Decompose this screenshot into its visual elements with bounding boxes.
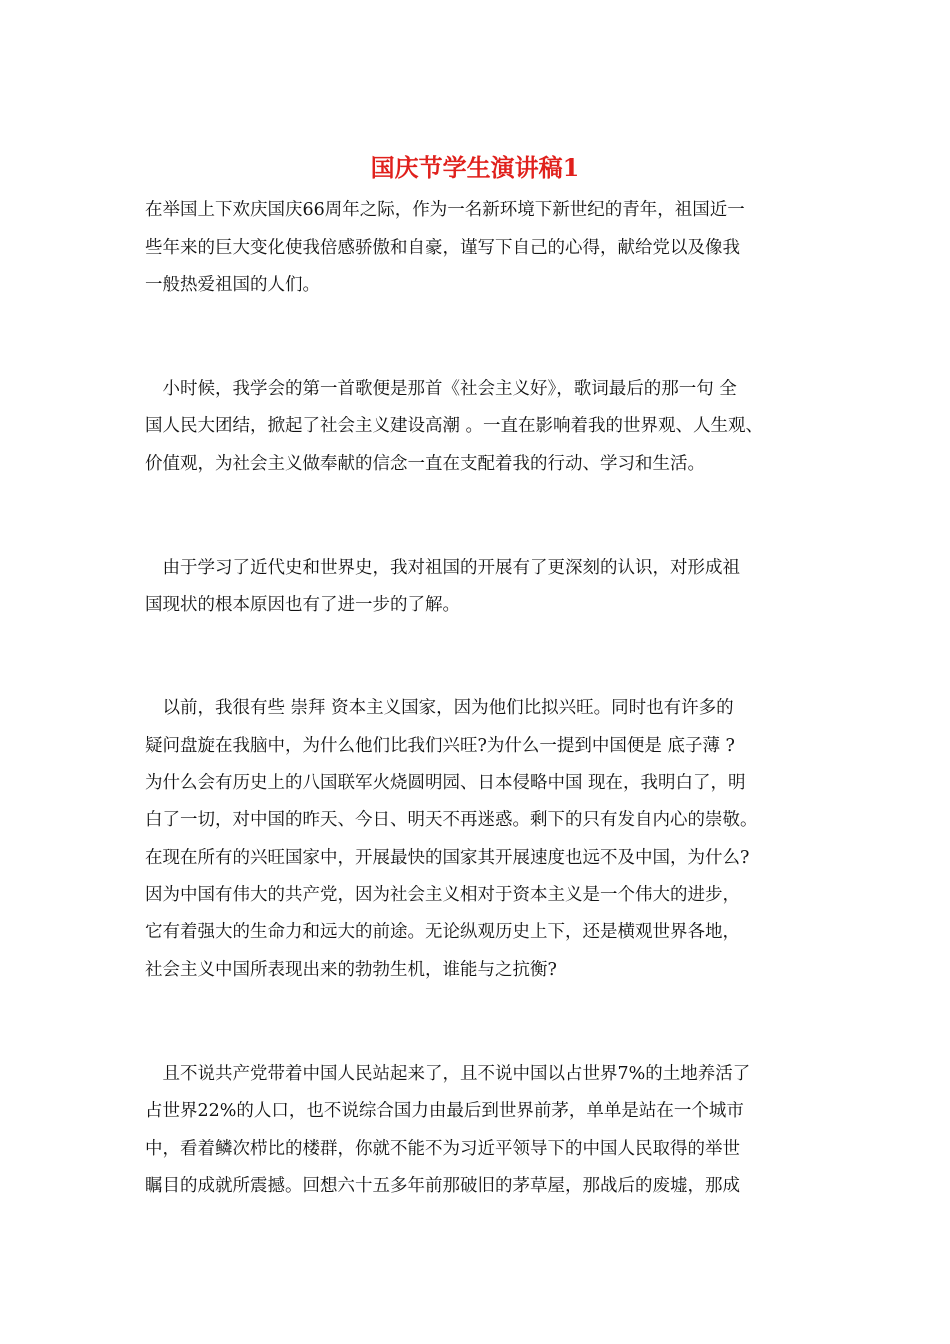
- paragraph-3-line-2: 国现状的根本原因也有了进一步的了解。: [145, 595, 460, 615]
- paragraph-2-line-1: 小时候，我学会的第一首歌便是那首《社会主义好》，歌词最后的那一句 全: [145, 379, 737, 399]
- paragraph-4-line-1: 以前，我很有些 崇拜 资本主义国家，因为他们比拟兴旺。同时也有许多的: [145, 698, 734, 718]
- paragraph-4-line-3: 为什么会有历史上的八国联军火烧圆明园、日本侵略中国 现在，我明白了，明: [145, 773, 746, 793]
- paragraph-2-line-2: 国人民大团结，掀起了社会主义建设高潮 。一直在影响着我的世界观、人生观、: [145, 416, 764, 436]
- document-title: 国庆节学生演讲稿1: [370, 153, 580, 182]
- paragraph-5-line-4: 瞩目的成就所震撼。回想六十五多年前那破旧的茅草屋，那战后的废墟，那成: [145, 1176, 740, 1196]
- paragraph-3-line-1: 由于学习了近代史和世界史，我对祖国的开展有了更深刻的认识，对形成祖: [145, 558, 740, 578]
- paragraph-1-line-2: 些年来的巨大变化使我倍感骄傲和自豪，谨写下自己的心得，献给党以及像我: [145, 238, 740, 258]
- paragraph-4-line-4: 白了一切，对中国的昨天、今日、明天不再迷惑。剩下的只有发自内心的崇敬。: [145, 810, 758, 830]
- paragraph-4-line-7: 它有着强大的生命力和远大的前途。无论纵观历史上下，还是横观世界各地，: [145, 922, 740, 942]
- paragraph-5-line-3: 中，看着鳞次栉比的楼群，你就不能不为习近平领导下的中国人民取得的举世: [145, 1139, 740, 1159]
- paragraph-4-line-6: 因为中国有伟大的共产党，因为社会主义相对于资本主义是一个伟大的进步，: [145, 885, 740, 905]
- paragraph-1-line-1: 在举国上下欢庆国庆66周年之际，作为一名新环境下新世纪的青年，祖国近一: [145, 200, 745, 220]
- paragraph-5-line-2: 占世界22%的人口，也不说综合国力由最后到世界前茅，单单是站在一个城市: [145, 1101, 744, 1121]
- paragraph-5-line-1: 且不说共产党带着中国人民站起来了，且不说中国以占世界7%的土地养活了: [145, 1064, 751, 1084]
- paragraph-2-line-3: 价值观，为社会主义做奉献的信念一直在支配着我的行动、学习和生活。: [145, 454, 705, 474]
- paragraph-1-line-3: 一般热爱祖国的人们。: [145, 275, 320, 295]
- paragraph-4-line-8: 社会主义中国所表现出来的勃勃生机，谁能与之抗衡?: [145, 960, 557, 980]
- paragraph-4-line-5: 在现在所有的兴旺国家中，开展最快的国家其开展速度也远不及中国，为什么?: [145, 848, 750, 868]
- paragraph-4-line-2: 疑问盘旋在我脑中，为什么他们比我们兴旺?为什么一提到中国便是 底子薄 ?: [145, 736, 735, 756]
